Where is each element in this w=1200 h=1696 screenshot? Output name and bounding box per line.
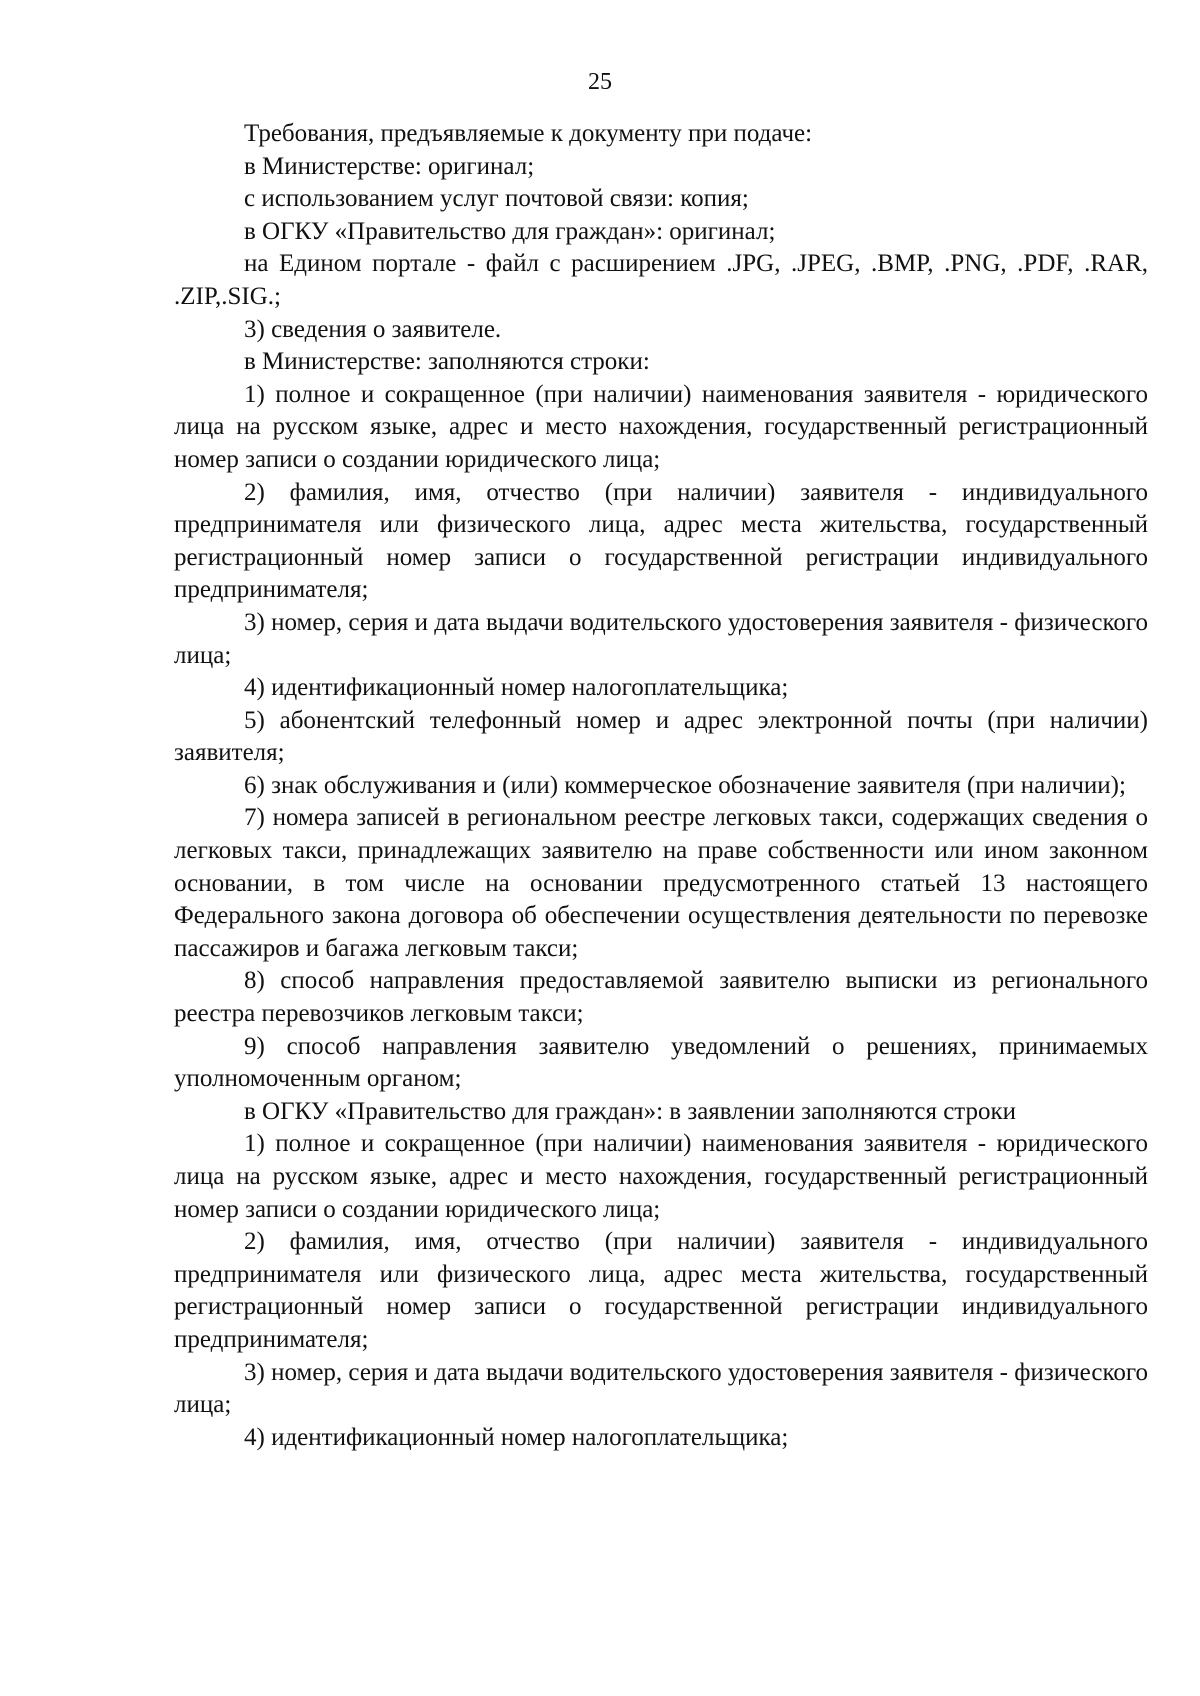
list-item-5-contacts: 5) абонентский телефонный номер и адрес электронной почты (при наличии) заявителя; [174,706,1148,767]
list-item-4-tax-id-ogku: 4) идентификационный номер налогоплательщика; [244,1423,789,1451]
list-item-2-individual: 2) фамилия, имя, отчество (при наличии) заявителя - индивидуального предпринимателя или физического лица, адрес места жительства, государственный регистрационный номер записи о государственной регистрации индивидуального предпринимателя; [174,478,1148,604]
list-item-4-tax-id: 4) идентификационный номер налогоплательщика; [244,674,789,702]
paragraph-postal-copy: с использованием услуг почтовой связи: копия; [244,185,749,213]
list-item-2-individual-ogku: 2) фамилия, имя, отчество (при наличии) заявителя - индивидуального предпринимателя или физического лица, адрес места жительства, государственный регистрационный номер записи о государственной регистрации индивидуального предпринимателя; [174,1228,1148,1353]
list-item-6-service-mark: 6) знак обслуживания и (или) коммерческое обозначение заявителя (при наличии); [244,771,1126,799]
document-body [174,118,1148,1454]
page-number: 25 [588,69,612,95]
list-item-7-taxi-records: 7) номера записей в региональном реестре легковых такси, содержащих сведения о легковых такси, принадлежащих заявителю на праве собственности или ином законном основании, в том числе на основании предусмотренного статьей 13 настоящего Федерального закона договора об обеспечении осуществления деятельности по перевозке пассажиров и багажа легковым такси; [174,804,1148,962]
list-item-3-license-ogku: 3) номер, серия и дата выдачи водительского удостоверения заявителя - физического лица; [174,1358,1148,1419]
list-item-3-license: 3) номер, серия и дата выдачи водительского удостоверения заявителя - физического лица; [174,608,1148,669]
paragraph-ogku-original: в ОГКУ «Правительство для граждан»: оригинал; [244,217,776,245]
paragraph-ogku-fields: в ОГКУ «Правительство для граждан»: в заявлении заполняются строки [244,1097,1017,1125]
paragraph-ministry-original: в Министерстве: оригинал; [244,152,535,180]
paragraph-ministry-fields: в Министерстве: заполняются строки: [244,348,650,376]
paragraph-requirements-heading: Требования, предъявляемые к документу при подаче: [244,120,813,147]
list-item-8-extract-delivery: 8) способ направления предоставляемой заявителю выписки из регионального реестра перевозчиков легковым такси; [174,967,1148,1028]
paragraph-portal-file-formats: на Едином портале - файл с расширением .JPG, .JPEG, .BMP, .PNG, .PDF, .RAR, .ZIP,.SIG.; [174,250,1148,310]
list-item-9-notification-delivery: 9) способ направления заявителю уведомлений о решениях, принимаемых уполномоченным органом; [174,1032,1148,1093]
list-item-1-legal-entity: 1) полное и сокращенное (при наличии) наименования заявителя - юридического лица на русском языке, адрес и место нахождения, государственный регистрационный номер записи о создании юридического лица; [174,380,1148,473]
paragraph-applicant-info: 3) сведения о заявителе. [244,315,502,343]
list-item-1-legal-entity-ogku: 1) полное и сокращенное (при наличии) наименования заявителя - юридического лица на русском языке, адрес и место нахождения, государственный регистрационный номер записи о создании юридического лица; [174,1130,1148,1223]
